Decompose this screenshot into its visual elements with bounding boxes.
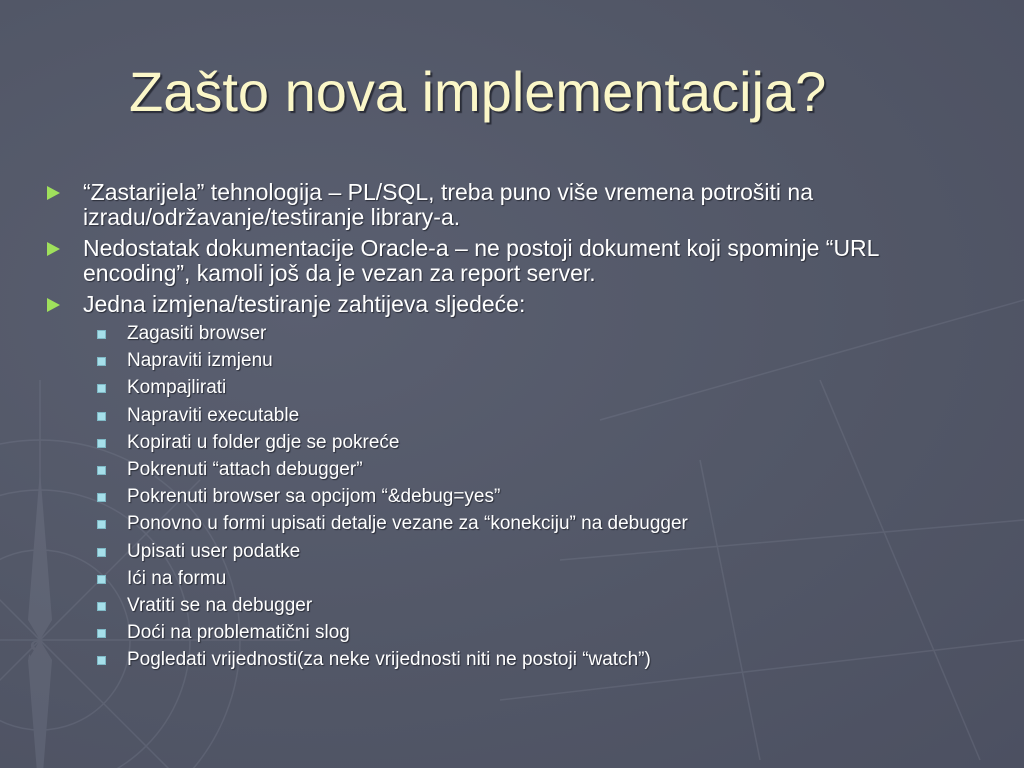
square-bullet-icon [97,575,106,584]
bullet-item [0,180,1024,230]
bullet-text: “Zastarijela” tehnologija – PL/SQL, treba puno više vremena potrošiti na izradu/održavanje/testiranje library-a. [83,179,814,230]
step-text: Pokrenuti “attach debugger” [127,458,363,480]
step-item [0,595,1024,616]
square-bullet-icon [97,520,106,529]
step-text: Zagasiti browser [127,323,267,344]
compass-s-glyph: S [28,634,43,667]
triangle-right-icon [47,298,60,312]
step-text: Pogledati vrijednosti(za neke vrijednosti niti ne postoji “watch”) [127,649,651,671]
step-text: Kopirati u folder gdje se pokreće [127,431,400,453]
slide-title: Zašto nova implementacija? [129,60,827,123]
step-item [0,541,1024,562]
steps-list [0,323,1024,670]
square-bullet-icon [97,629,106,638]
step-text: Ići na formu [127,567,227,589]
bullet-item [0,236,1024,286]
step-text: Upisati user podatke [127,540,301,562]
step-item [0,350,1024,371]
square-bullet-icon [97,330,106,339]
triangle-right-icon [47,186,60,200]
step-item [0,432,1024,453]
step-item [0,486,1024,507]
step-text: Napraviti executable [127,404,300,426]
step-item [0,323,1024,344]
step-text: Vratiti se na debugger [127,594,313,616]
slide-content [0,180,1024,676]
bullet-text: Nedostatak dokumentacije Oracle-a – ne postoji dokument koji spominje “URL encoding”, kamoli još da je vezan za report server. [83,235,879,286]
step-text: Ponovno u formi upisati detalje vezane za “konekciju” na debugger [127,513,688,535]
square-bullet-icon [97,548,106,557]
square-bullet-icon [97,357,106,366]
triangle-right-icon [47,242,60,256]
square-bullet-icon [97,602,106,611]
square-bullet-icon [97,384,106,393]
step-text: Doći na problematični slog [127,622,350,644]
square-bullet-icon [97,439,106,448]
bullet-item [0,292,1024,317]
step-item [0,649,1024,670]
step-item [0,405,1024,426]
square-bullet-icon [97,412,106,421]
square-bullet-icon [97,466,106,475]
square-bullet-icon [97,493,106,502]
step-item [0,568,1024,589]
step-text: Pokrenuti browser sa opcijom “&debug=yes” [127,486,501,508]
step-text: Napraviti izmjenu [127,350,273,372]
step-item [0,513,1024,534]
square-bullet-icon [97,656,106,665]
bullet-text: Jedna izmjena/testiranje zahtijeva sljedeće: [83,291,526,317]
step-item [0,622,1024,643]
step-item [0,377,1024,398]
step-item [0,459,1024,480]
step-text: Kompajlirati [127,377,227,399]
